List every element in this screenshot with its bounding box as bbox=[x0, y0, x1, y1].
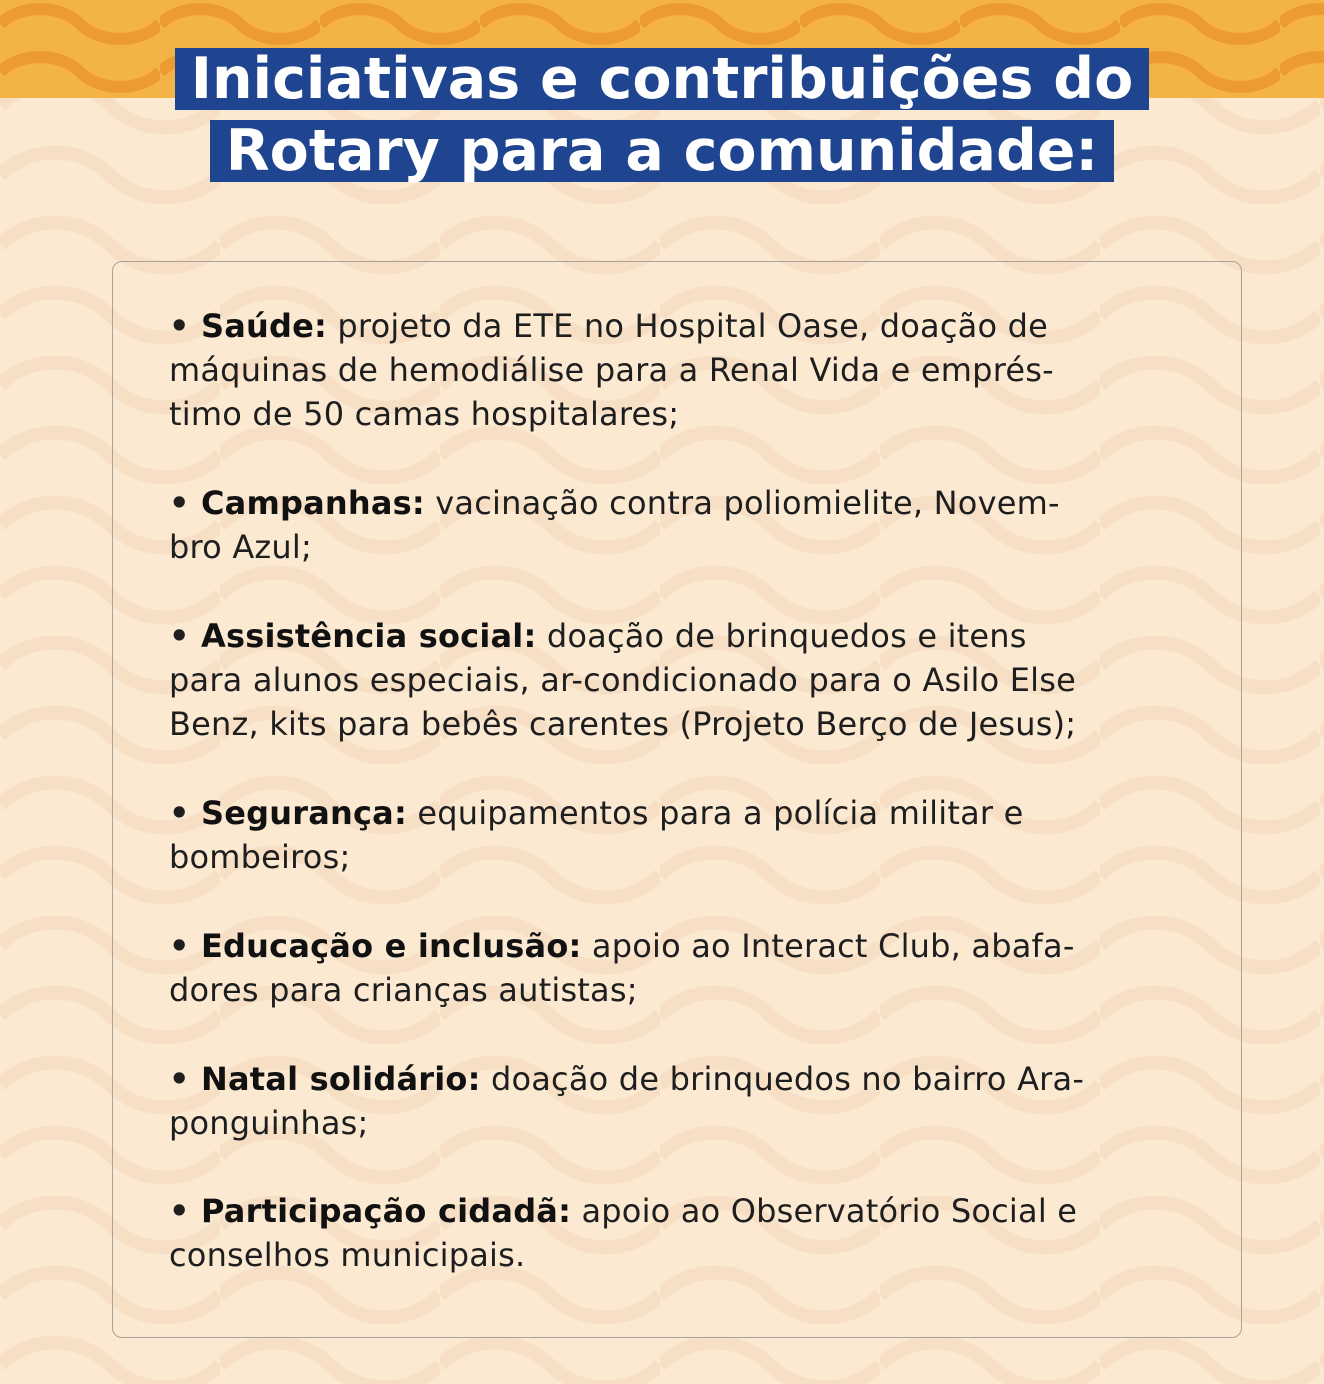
item-text: conselhos municipais. bbox=[169, 1236, 526, 1274]
item-label: Natal solidário: bbox=[201, 1060, 481, 1098]
item-text: bombeiros; bbox=[169, 838, 351, 876]
item-text: apoio ao Observatório Social e bbox=[581, 1192, 1078, 1230]
item-text: apoio ao Interact Club, abafa- bbox=[591, 927, 1075, 965]
item-text: equipamentos para a polícia militar e bbox=[417, 794, 1024, 832]
item-label: Campanhas: bbox=[201, 484, 425, 522]
item-label: Segurança: bbox=[201, 794, 407, 832]
title-line-1: Iniciativas e contribuições do bbox=[175, 48, 1149, 110]
list-item-campanhas bbox=[169, 481, 1209, 569]
page-title bbox=[0, 48, 1324, 182]
item-text: máquinas de hemodiálise para a Renal Vida e emprés- bbox=[169, 351, 1054, 389]
bullet: • bbox=[169, 484, 190, 522]
item-text: vacinação contra poliomielite, Novem- bbox=[435, 484, 1060, 522]
list-item-educacao-inclusao bbox=[169, 924, 1209, 1012]
item-text: bro Azul; bbox=[169, 528, 312, 566]
item-label: Educação e inclusão: bbox=[201, 927, 582, 965]
item-text: dores para crianças autistas; bbox=[169, 971, 638, 1009]
bullet: • bbox=[169, 794, 190, 832]
item-text: ponguinhas; bbox=[169, 1104, 369, 1142]
item-text: timo de 50 camas hospitalares; bbox=[169, 395, 680, 433]
item-label: Assistência social: bbox=[201, 617, 537, 655]
title-line-2: Rotary para a comunidade: bbox=[210, 120, 1114, 182]
item-label: Saúde: bbox=[201, 307, 328, 345]
item-text: para alunos especiais, ar-condicionado para o Asilo Else bbox=[169, 661, 1077, 699]
bullet: • bbox=[169, 927, 190, 965]
list-item-seguranca bbox=[169, 791, 1209, 879]
item-text: projeto da ETE no Hospital Oase, doação de bbox=[337, 307, 1048, 345]
initiatives-card bbox=[112, 261, 1242, 1338]
list-item-assistencia-social bbox=[169, 614, 1209, 746]
list-item-saude bbox=[169, 304, 1209, 436]
bullet: • bbox=[169, 1060, 190, 1098]
list-item-participacao-cidada bbox=[169, 1189, 1209, 1277]
item-text: Benz, kits para bebês carentes (Projeto Berço de Jesus); bbox=[169, 705, 1077, 743]
bullet: • bbox=[169, 1192, 190, 1230]
bullet: • bbox=[169, 307, 190, 345]
bullet: • bbox=[169, 617, 190, 655]
list-item-natal-solidario bbox=[169, 1057, 1209, 1145]
item-text: doação de brinquedos e itens bbox=[546, 617, 1027, 655]
item-text: doação de brinquedos no bairro Ara- bbox=[490, 1060, 1085, 1098]
item-label: Participação cidadã: bbox=[201, 1192, 572, 1230]
